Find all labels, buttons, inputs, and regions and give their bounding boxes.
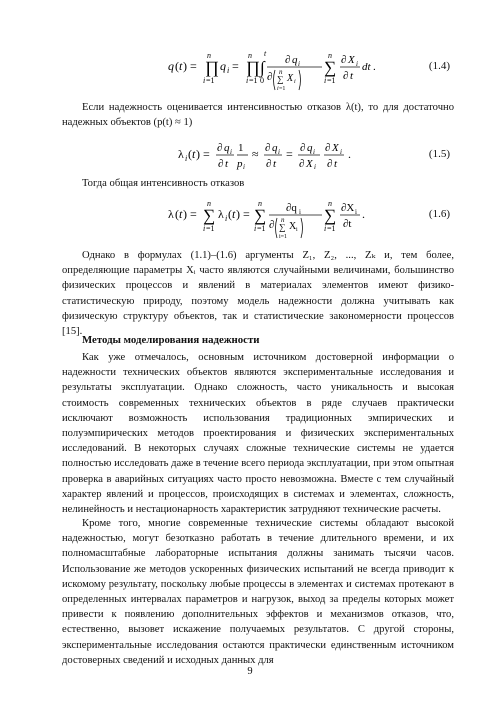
equation-1-5-formula: [60, 136, 390, 172]
svg-text:X: X: [287, 73, 294, 84]
svg-text:X: X: [348, 54, 355, 66]
svg-text:∑: ∑: [279, 222, 286, 232]
svg-text:i: i: [355, 208, 357, 216]
svg-text:=1: =1: [206, 224, 215, 233]
svg-text:=: =: [232, 59, 239, 73]
paragraph: Как уже отмечалось, основным источником достоверной информации о надежности технических объектов являются экспериментальные исследования и результаты эксплуатации. Однако сложность, часто уникальность и высокая стоимость современных технических объектов в ряде случаев практически исключают возможность использования традиционных эмпирических и полуэмпирических методов проектирования и физических экспериментальных исследований. В некоторых случаях сложные технические системы не удается полностью исследовать даже в течение всего периода эксплуатации, при этом опытная проверка в аварийных ситуациях часто просто невозможна. Вместе с тем случайный характер явлений и процессов, происходящих в системах и элементах, сложность, нелинейность и нестационарность характеристик затрудняют технические расчеты.: [62, 352, 454, 516]
svg-text:n: n: [207, 51, 211, 60]
svg-text:i: i: [324, 224, 327, 233]
equation-1-6-formula: [60, 194, 390, 254]
svg-text:dt: dt: [362, 61, 371, 73]
svg-text:∑: ∑: [254, 206, 267, 225]
svg-text:t: t: [179, 59, 183, 73]
svg-text:i: i: [314, 163, 316, 171]
svg-text:∑: ∑: [277, 74, 284, 84]
svg-text:∂: ∂: [343, 70, 349, 82]
svg-text:q: q: [292, 54, 298, 66]
svg-text:λ: λ: [168, 207, 174, 221]
svg-text:λ: λ: [218, 207, 224, 221]
svg-text:0: 0: [260, 76, 264, 85]
svg-text:t: t: [225, 158, 229, 170]
svg-text:q: q: [307, 142, 313, 154]
svg-text:X: X: [306, 158, 313, 170]
svg-text:t: t: [350, 70, 354, 82]
svg-text:∂: ∂: [300, 142, 306, 154]
svg-text:=: =: [286, 147, 293, 161]
svg-text:∂: ∂: [217, 142, 223, 154]
svg-text:i: i: [313, 148, 315, 156]
svg-text:n: n: [279, 68, 283, 76]
paragraph: Если надежность оценивается интенсивностью отказов λ(t), то для достаточно надежных объектов (p(t) ≈ 1): [62, 102, 454, 129]
svg-text:i: i: [254, 224, 257, 233]
equation-1-5: [60, 136, 450, 172]
svg-text:i: i: [299, 208, 301, 216]
svg-text:) =: ) =: [196, 147, 210, 161]
svg-text:i: i: [227, 66, 230, 75]
svg-text:i: i: [246, 76, 249, 85]
svg-text:=1: =1: [279, 86, 286, 92]
svg-text:i: i: [298, 60, 300, 68]
svg-text:i: i: [185, 154, 188, 163]
svg-text:∂: ∂: [269, 219, 275, 231]
svg-text:∂: ∂: [325, 142, 331, 154]
equation-number: (1.6): [428, 208, 450, 220]
svg-text:n: n: [207, 199, 211, 208]
svg-text:n: n: [248, 51, 252, 60]
svg-text:∏: ∏: [246, 58, 260, 77]
svg-text:n: n: [258, 199, 262, 208]
svg-text:) =: ) =: [183, 207, 197, 221]
svg-text:.: .: [373, 61, 376, 73]
page-number: 9: [247, 666, 253, 677]
equation-1-4: [60, 46, 450, 100]
svg-text:∂t: ∂t: [343, 218, 352, 230]
svg-text:∂: ∂: [265, 142, 271, 154]
svg-text:n: n: [281, 216, 285, 224]
svg-text:∑: ∑: [324, 206, 337, 225]
svg-text:(: (: [175, 59, 179, 73]
svg-text:i: i: [278, 148, 280, 156]
svg-text:=1: =1: [257, 224, 266, 233]
svg-text:n: n: [328, 51, 332, 60]
svg-text:∂: ∂: [299, 158, 305, 170]
svg-text:=1: =1: [206, 76, 215, 85]
svg-text:q: q: [220, 59, 226, 73]
svg-text:1: 1: [238, 142, 244, 154]
svg-text:(: (: [175, 207, 179, 221]
svg-text:∫: ∫: [260, 58, 265, 77]
svg-text:t: t: [264, 49, 267, 58]
svg-text:≈: ≈: [252, 147, 259, 161]
svg-text:i: i: [225, 214, 228, 223]
svg-text:i: i: [294, 79, 296, 85]
svg-text:=1: =1: [327, 224, 336, 233]
svg-text:n: n: [328, 199, 332, 208]
svg-text:∂: ∂: [218, 158, 224, 170]
svg-text:i: i: [243, 163, 245, 171]
svg-text:) =: ) =: [236, 207, 250, 221]
equation-1-4-formula: [60, 46, 390, 106]
svg-text:(: (: [188, 147, 192, 161]
paragraph: Однако в формулах (1.1)–(1.6) аргументы Z₁, Z₂, ..., Zₖ и, тем более, определяющие параметры Xᵢ часто являются случайными величинами, большинство физических процессов и явлений в материалах элементов имеют физико-статистическую природу, поэтому модель надежности должна учитывать как физическую структуру объектов, так и статистические закономерности процессов [15].: [62, 250, 454, 338]
svg-text:X: X: [289, 221, 297, 232]
svg-text:i: i: [340, 148, 342, 156]
svg-text:i: i: [324, 76, 327, 85]
svg-text:∏: ∏: [205, 58, 219, 77]
equation-number: (1.5): [428, 148, 450, 160]
svg-text:t: t: [232, 207, 236, 221]
svg-text:q: q: [224, 142, 230, 154]
svg-text:p: p: [237, 158, 243, 170]
svg-text:t: t: [334, 158, 338, 170]
svg-text:q: q: [272, 142, 278, 154]
svg-text:∂X: ∂X: [341, 202, 355, 214]
svg-text:∑: ∑: [324, 58, 337, 77]
svg-text:∂: ∂: [285, 54, 291, 66]
svg-text:=1: =1: [327, 76, 336, 85]
svg-text:∂: ∂: [341, 54, 347, 66]
svg-text:i: i: [356, 60, 358, 68]
svg-text:i: i: [296, 227, 298, 233]
paragraph: Тогда общая интенсивность отказов: [82, 178, 245, 189]
svg-text:.: .: [348, 147, 351, 161]
svg-text:∂: ∂: [327, 158, 333, 170]
equation-number: (1.4): [428, 60, 450, 72]
svg-text:X: X: [332, 142, 339, 154]
svg-text:=1: =1: [249, 76, 258, 85]
svg-text:t: t: [273, 158, 277, 170]
svg-text:q: q: [168, 59, 174, 73]
svg-text:λ: λ: [178, 147, 184, 161]
svg-text:∂: ∂: [266, 158, 272, 170]
svg-text:i=1: i=1: [279, 234, 288, 240]
svg-text:t: t: [179, 207, 183, 221]
svg-text:t: t: [192, 147, 196, 161]
svg-text:∂: ∂: [267, 71, 273, 83]
svg-text:i: i: [203, 76, 206, 85]
svg-text:∂q: ∂q: [286, 202, 297, 214]
svg-text:∑: ∑: [203, 206, 216, 225]
svg-text:i: i: [277, 86, 279, 92]
svg-text:) =: ) =: [183, 59, 197, 73]
svg-text:i: i: [230, 148, 232, 156]
svg-text:i: i: [203, 224, 206, 233]
svg-text:.: .: [362, 207, 365, 221]
section-heading: Методы моделирования надежности: [82, 334, 260, 346]
paragraph: Кроме того, многие современные технические системы обладают высокой надежностью, могут безотказно работать в течение длительного времени, и их полномасштабные лабораторные испытания должны занимать тысячи часов. Использование же методов ускоренных физических испытаний не всегда приводит к искомому результату, поскольку любые процессы в элементах и системах протекают в определенных интервалах параметров и нагрузок, выход за пределы которых может привести к появлению дополнительных эффектов и механизмов отказов, что, естественно, вызовет искажение получаемых результатов. С другой стороны, экспериментальные исследования остаются практически единственным источником достоверных сведений и исходных данных для: [62, 518, 454, 666]
equation-1-6: [60, 194, 450, 248]
svg-text:(: (: [228, 207, 232, 221]
